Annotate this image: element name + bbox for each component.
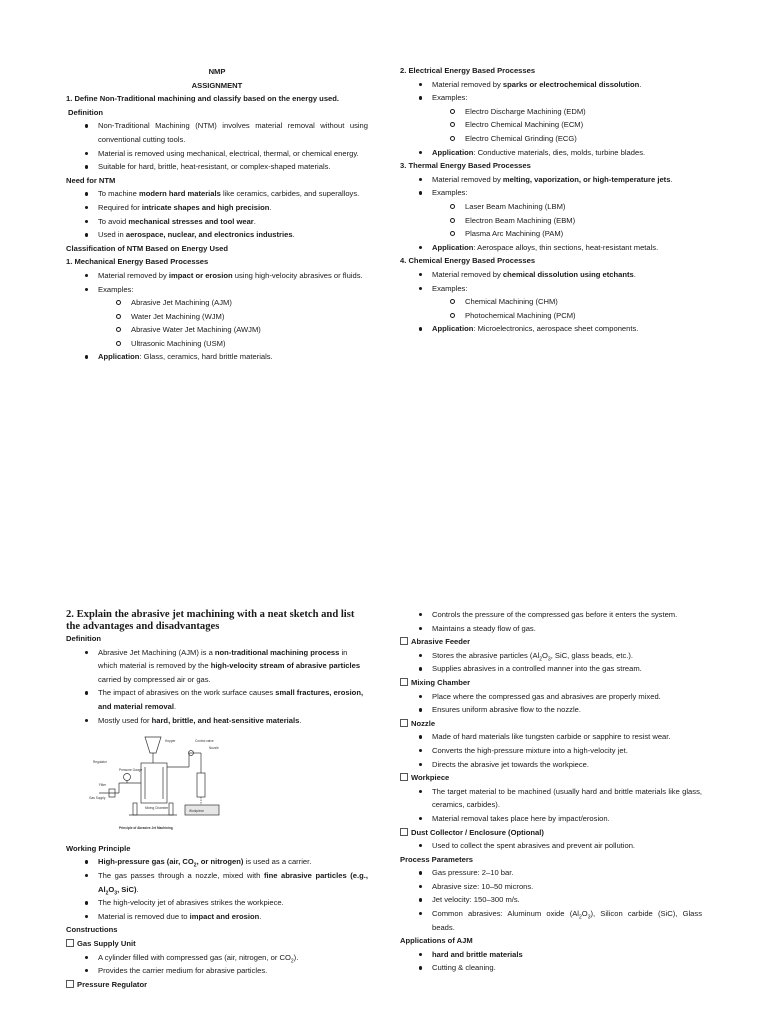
list-item: Electro Chemical Machining (ECM) [400, 118, 702, 132]
list-item: Material removal takes place here by impact/erosion. [400, 812, 702, 826]
list-item: Directs the abrasive jet towards the workpiece. [400, 758, 702, 772]
list-item: Water Jet Machining (WJM) [66, 310, 368, 324]
applications-list [400, 948, 702, 975]
missing-glyph-icon [400, 828, 408, 836]
list-item: Abrasive Water Jet Machining (AWJM) [66, 323, 368, 337]
parameters-list [400, 866, 702, 934]
abrasive-feeder-heading: Abrasive Feeder [400, 635, 702, 649]
doc-subtitle: ASSIGNMENT [191, 80, 243, 90]
page1-left-column [66, 65, 368, 364]
list-item: Chemical Machining (CHM) [400, 295, 702, 309]
missing-glyph-icon [400, 678, 408, 686]
chemical-heading: 4. Chemical Energy Based Processes [400, 256, 536, 266]
list-item: Material is removed due to impact and erosion. [66, 910, 368, 924]
list-item: Common abrasives: Aluminum oxide $(Al_2O_3)$, Silicon carbide (SiC), Glass beads. [400, 907, 702, 934]
list-item: Place where the compressed gas and abrasives are properly mixed. [400, 690, 702, 704]
mechanical-list [66, 269, 368, 364]
mechanical-heading: 1. Mechanical Energy Based Processes [66, 257, 209, 267]
gas-supply-heading: Gas Supply Unit [66, 937, 368, 951]
constructions-heading: Constructions [66, 925, 118, 935]
dust-collector-heading: Dust Collector / Enclosure (Optional) [400, 826, 702, 840]
list-item: The gas passes through a nozzle, mixed with fine abrasive particles (e.g., $Al_2O_3$, SiC). [66, 869, 368, 896]
pressure-gauge-shape [124, 774, 131, 781]
ajm-definition-list [66, 646, 368, 728]
list-item: To avoid mechanical stresses and tool wear. [66, 215, 368, 229]
pressure-gauge-label: Pressure Gauge [119, 768, 143, 773]
list-item: Mostly used for hard, brittle, and heat-sensitive materials. [66, 714, 368, 728]
nozzle-shape [197, 773, 205, 797]
list-item: Suitable for hard, brittle, heat-resistant, or complex-shaped materials. [66, 160, 368, 174]
examples-label: Examples: [400, 282, 702, 296]
hopper-shape [145, 737, 161, 753]
mixing-chamber-label: Mixing Chamber [145, 806, 169, 811]
list-item: Cutting & cleaning. [400, 961, 702, 975]
list-item: Abrasive Jet Machining (AJM) is a non-traditional machining process in which material is removed by the high-velocity stream of abrasive particles carried by compressed air or gas. [66, 646, 368, 687]
list-item: Application: Glass, ceramics, hard brittle materials. [66, 350, 368, 364]
workpiece-list [400, 785, 702, 826]
list-item: Material removed by chemical dissolution using etchants. [400, 268, 702, 282]
gas-supply-list [66, 951, 368, 978]
list-item: Jet velocity: 150–300 m/s. [400, 893, 702, 907]
nozzle-list [400, 730, 702, 771]
list-item: Abrasive size: 10–50 microns. [400, 880, 702, 894]
list-item: Provides the carrier medium for abrasive particles. [66, 964, 368, 978]
classification-heading: Classification of NTM Based on Energy Used [66, 243, 229, 253]
need-list [66, 187, 368, 241]
missing-glyph-icon [66, 980, 74, 988]
list-item: Ensures uniform abrasive flow to the nozzle. [400, 703, 702, 717]
definition-heading: Definition [68, 107, 104, 117]
list-item: Used in aerospace, nuclear, and electronics industries. [66, 228, 368, 242]
list-item: Maintains a steady flow of gas. [400, 622, 702, 636]
ajm-diagram [89, 733, 235, 833]
list-item: The impact of abrasives on the work surface causes small fractures, erosion, and material removal. [66, 686, 368, 713]
list-item: Gas pressure: 2–10 bar. [400, 866, 702, 880]
list-item: Photochemical Machining (PCM) [400, 309, 702, 323]
feeder-list [400, 649, 702, 676]
hopper-label: Hopper [165, 739, 176, 744]
list-item: Material is removed using mechanical, electrical, thermal, or chemical energy. [66, 147, 368, 161]
list-item: Used to collect the spent abrasives and prevent air pollution. [400, 839, 702, 853]
definition-list [66, 119, 368, 173]
list-item: Non-Traditional Machining (NTM) involves material removal without using conventional cutting tools. [66, 119, 368, 146]
list-item: Electro Chemical Grinding (ECG) [400, 132, 702, 146]
list-item: Stores the abrasive particles ($Al_2O_3$, SiC, glass beads, etc.). [400, 649, 702, 663]
dust-list [400, 839, 702, 853]
question-2: 2. Explain the abrasive jet machining with a neat sketch and list the advantages and disadvantages [66, 609, 355, 632]
list-item: A cylinder filled with compressed gas (air, nitrogen, or $CO_2$). [66, 951, 368, 965]
working-principle-heading: Working Principle [66, 843, 131, 853]
mixing-list [400, 690, 702, 717]
pressure-regulator-heading: Pressure Regulator [66, 978, 368, 992]
diagram-caption: Principle of Abrasive Jet Machining [119, 826, 173, 831]
electrical-list [400, 78, 702, 160]
process-parameters-heading: Process Parameters [400, 854, 474, 864]
chemical-list [400, 268, 702, 336]
list-item: Material removed by impact or erosion using high-velocity abrasives or fluids. [66, 269, 368, 283]
doc-title: NMP [208, 67, 226, 76]
list-item: Plasma Arc Machining (PAM) [400, 227, 702, 241]
list-item: Ultrasonic Machining (USM) [66, 337, 368, 351]
missing-glyph-icon [66, 939, 74, 947]
examples-label: Examples: [66, 283, 368, 297]
need-heading: Need for NTM [66, 175, 116, 185]
definition-heading-2: Definition [66, 634, 102, 643]
list-item: The target material to be machined (usually hard and brittle materials like glass, ceramics, carbides). [400, 785, 702, 812]
list-item: Controls the pressure of the compressed gas before it enters the system. [400, 608, 702, 622]
list-item: Abrasive Jet Machining (AJM) [66, 296, 368, 310]
list-item: To machine modern hard materials like ceramics, carbides, and superalloys. [66, 187, 368, 201]
examples-label: Examples: [400, 186, 702, 200]
applications-heading: Applications of AJM [400, 936, 473, 946]
working-list [66, 855, 368, 923]
workpiece-heading: Workpiece [400, 771, 702, 785]
list-item: Material removed by melting, vaporization, or high-temperature jets. [400, 173, 702, 187]
list-item: hard and brittle materials [400, 948, 702, 962]
list-item: Material removed by sparks or electrochemical dissolution. [400, 78, 702, 92]
missing-glyph-icon [400, 637, 408, 645]
list-item: Made of hard materials like tungsten carbide or sapphire to resist wear. [400, 730, 702, 744]
list-item: Required for intricate shapes and high precision. [66, 201, 368, 215]
filter-label: Filter [99, 783, 107, 788]
missing-glyph-icon [400, 719, 408, 727]
thermal-heading: 3. Thermal Energy Based Processes [400, 161, 531, 171]
list-item: Laser Beam Machining (LBM) [400, 200, 702, 214]
list-item: The high-velocity jet of abrasives strikes the workpiece. [66, 896, 368, 910]
list-item: Application: Microelectronics, aerospace sheet components. [400, 322, 702, 336]
nozzle-label: Nozzle [209, 746, 219, 751]
list-item: Converts the high-pressure mixture into a high-velocity jet. [400, 744, 702, 758]
regulator-list [400, 608, 702, 635]
page2-left-column [66, 609, 368, 991]
examples-label: Examples: [400, 91, 702, 105]
workpiece-label: Workpiece [189, 809, 204, 814]
nozzle-heading: Nozzle [400, 717, 702, 731]
list-item: Application: Conductive materials, dies, molds, turbine blades. [400, 146, 702, 160]
mixing-chamber-heading: Mixing Chamber [400, 676, 702, 690]
thermal-list [400, 173, 702, 255]
list-item: High-pressure gas (air, $CO_2$, or nitrogen) is used as a carrier. [66, 855, 368, 869]
gas-supply-label: Gas Supply [89, 796, 106, 801]
list-item: Electron Beam Machining (EBM) [400, 214, 702, 228]
electrical-heading: 2. Electrical Energy Based Processes [400, 66, 536, 75]
question-1: 1. Define Non-Traditional machining and classify based on the energy used. [66, 94, 340, 104]
page2-right-column [400, 608, 702, 975]
list-item: Electro Discharge Machining (EDM) [400, 105, 702, 119]
list-item: Supplies abrasives in a controlled manner into the gas stream. [400, 662, 702, 676]
page1-right-column [400, 64, 702, 336]
control-valve-label: Control valve [195, 739, 214, 744]
regulator-label: Regulator [93, 760, 107, 765]
missing-glyph-icon [400, 773, 408, 781]
list-item: Application: Aerospace alloys, thin sections, heat-resistant metals. [400, 241, 702, 255]
